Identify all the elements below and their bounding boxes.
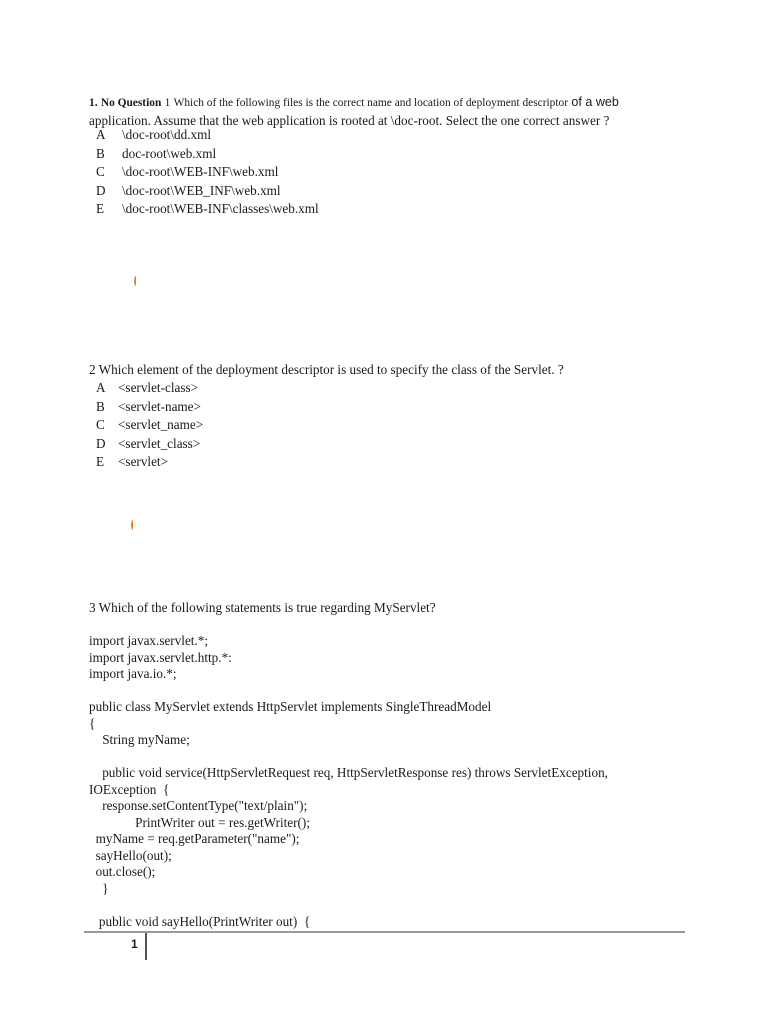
option-key: D	[96, 435, 106, 451]
code-line: public void sayHello(PrintWriter out) {	[89, 913, 311, 929]
option-item	[96, 453, 203, 472]
option-item	[96, 163, 319, 182]
question-2-text: 2 Which element of the deployment descriptor is used to specify the class of the Servlet. ?	[89, 362, 564, 377]
code-line: public void service(HttpServletRequest req, HttpServletResponse res) throws ServletException,	[89, 765, 608, 780]
question-1-label: No Question	[100, 97, 162, 109]
question-1-text-rest: application. Assume that the web application is rooted at \doc-root. Select the one correct answer ?	[89, 113, 610, 128]
page-number: 1	[131, 937, 138, 951]
code-line: import javax.servlet.*;	[89, 633, 209, 648]
option-key: C	[96, 417, 105, 432]
code-line	[89, 897, 608, 914]
option-key: A	[96, 127, 106, 142]
code-line	[89, 683, 608, 700]
code-line: {	[89, 715, 96, 731]
comment-marker-icon[interactable]	[131, 520, 135, 530]
footer-divider	[145, 933, 147, 960]
option-key: E	[96, 201, 105, 216]
option-text: \doc-root\WEB_INF\web.xml	[122, 182, 281, 198]
option-item	[96, 435, 203, 454]
question-3-text: 3 Which of the following statements is true regarding MyServlet?	[89, 600, 436, 615]
option-item	[96, 126, 319, 145]
option-text: <servlet_name>	[118, 417, 204, 432]
option-item	[96, 379, 203, 398]
option-item	[96, 200, 319, 219]
code-line: import java.io.*;	[89, 666, 177, 681]
code-line: IOException {	[89, 781, 170, 797]
option-text: \doc-root\WEB-INF\web.xml	[122, 164, 279, 179]
option-text: <servlet-name>	[118, 398, 201, 414]
question-1-text-sans: of a web	[571, 95, 619, 109]
question-2-options	[96, 379, 203, 472]
code-line	[89, 749, 608, 766]
option-key: A	[96, 380, 106, 395]
question-1-text: Which of the following files is the correct name and location of deployment descriptor	[173, 97, 569, 109]
footer-rule	[84, 931, 685, 933]
option-key: E	[96, 454, 105, 469]
code-line: response.setContentType("text/plain");	[89, 798, 308, 813]
option-text: <servlet-class>	[118, 380, 199, 395]
option-text: doc-root\web.xml	[122, 145, 217, 161]
option-item	[96, 416, 203, 435]
code-line: PrintWriter out = res.getWriter();	[89, 814, 310, 830]
code-line: out.close();	[89, 864, 156, 879]
option-key: B	[96, 398, 105, 414]
option-key: D	[96, 182, 106, 198]
option-text: <servlet>	[118, 454, 169, 469]
code-line: sayHello(out);	[89, 847, 172, 863]
question-1-num-suffix: 1	[164, 97, 171, 109]
question-1-number: 1.	[89, 97, 98, 109]
code-line: String myName;	[89, 732, 190, 747]
code-line: myName = req.getParameter("name");	[89, 831, 300, 846]
code-block	[89, 633, 608, 930]
question-1	[89, 93, 679, 129]
option-text: \doc-root\WEB-INF\classes\web.xml	[122, 201, 319, 216]
code-line: }	[89, 880, 109, 896]
option-item	[96, 145, 319, 164]
option-key: C	[96, 164, 105, 179]
option-text: <servlet_class>	[118, 435, 201, 451]
option-item	[96, 182, 319, 201]
question-1-options	[96, 126, 319, 219]
option-item	[96, 398, 203, 417]
code-line: public class MyServlet extends HttpServlet implements SingleThreadModel	[89, 699, 492, 714]
comment-marker-icon[interactable]	[134, 276, 138, 286]
option-text: \doc-root\dd.xml	[122, 127, 212, 142]
option-key: B	[96, 145, 105, 161]
code-line: import javax.servlet.http.*:	[89, 649, 232, 665]
